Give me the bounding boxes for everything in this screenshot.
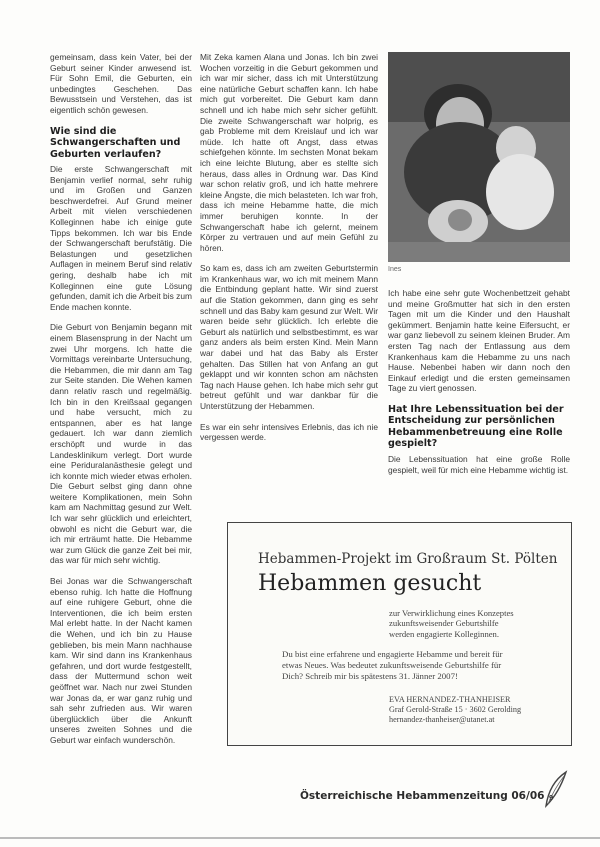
paragraph: Es war ein sehr intensives Erlebnis, das ich nie vergessen werde. [200,421,378,443]
ad-project-heading: Hebammen-Projekt im Großraum St. Pölten [258,551,558,567]
paragraph: Bei Jonas war die Schwangerschaft ebenso ruhig. Ich hatte die Hoffnung auf eine ruhigere Geburt, ohne die Interventionen, die ich beim ersten Mal erlebt hatte. In der Nacht kamen die Wehen, und ich bin zu Hause geblieben, bis mein Mann nachhause kam. Wir sind dann ins Krankenhaus gefahren, und dort wurde festgestellt, dass der Muttermund schon weit geöffnet war. Nach nur zwei Stunden war Jonas da, er war ganz ruhig und sah sehr zufrieden aus. Wir waren überglücklich über die Ankunft unseres zweiten Sohnes und die Geburt war einfach wunderschön. [50,576,192,745]
paragraph: So kam es, dass ich am zweiten Geburtstermin im Krankenhaus war, wo ich mit meinem Mann die Entbindung geplant hatte. Wir sind zuerst auf die Station gekommen, dann ging es sehr schnell und das Baby kam gesund zur Welt. Wir waren beide sehr glücklich. Ich erlebte die Geburt als natürlich und selbstbestimmt, es war ganz anders als beim ersten Kind. Mein Mann war dabei und hat das Baby als Erster gehalten. Das Stillen hat von Anfang an gut geklappt und wir konnten schon am nächsten Tag nach Hause gehen. Ich habe mich sehr gut betreut gefühlt und war dankbar für die Unterstützung der Hebammen. [200,263,378,411]
job-advertisement [227,522,572,746]
ad-title: Hebammen gesucht [258,571,482,596]
article-column-3 [388,288,570,485]
bottom-rule [0,837,600,839]
paragraph: Mit Zeka kamen Alana und Jonas. Ich bin zwei Wochen vorzeitig in die Geburt gekommen und ich war mir sicher, dass ich mit Unterstützung eine natürliche Geburt schaffen kann. Ich habe mich gut vorbereitet. Die Geburt kam dann schnell und ich habe mich sehr sicher gefühlt. Die zweite Schwangerschaft war holprig, es gab Probleme mit dem Kreislauf und ich war müde. Ich hatte oft Angst, dass etwas schiefgehen könnte. Im sechsten Monat bekam ich eine leichte Blutung, aber es stellte sich heraus, dass alles in Ordnung war. Das Kind war schon relativ groß, und ich hatte mehrere kleine Ängste, die mich belasteten. Ich war froh, dass ich meine Hebamme hatte, die mich immer beruhigen konnte. In der Schwangerschaft habe ich gelernt, meinem Körper zu vertrauen und auf mein Gefühl zu hören. [200,52,378,253]
page-number: 9 [549,793,554,802]
contact-name: EVA HERNANDEZ-THANHEISER [389,695,511,704]
ad-subtitle [389,608,549,639]
contact-email[interactable]: hernandez-thanheiser@utanet.at [389,715,495,725]
section-heading: Wie sind die Schwangerschaften und Geburten verlaufen? [50,125,181,160]
photo-caption: Ines [388,266,402,273]
paragraph: Die Lebenssituation hat eine große Rolle gespielt, weil für mich eine Hebamme wichtig ist. [388,453,570,475]
ad-body: Du bist eine erfahrene und engagierte Hebamme und bereit für etwas Neues. Was bedeutet zukunftsweisende Geburtshilfe für Dich? Schreib mir bis spätestens 31. Jänner 2007! [282,649,503,681]
family-photo [388,52,570,262]
ad-subtitle-line: zukunftsweisender Geburtshilfe [389,618,499,629]
ad-subtitle-line: werden engagierte Kolleginnen. [389,628,500,639]
ad-subtitle-line: zur Verwirklichung eines Konzeptes [389,608,514,618]
journal-footer: Österreichische Hebammenzeitung 06/06 [300,790,545,802]
feather-icon [540,770,570,808]
article-column-2 [200,52,378,453]
paragraph: gemeinsam, dass kein Vater, bei der Geburt seiner Kinder anwesend ist. Für Sohn Emil, die Geburten, ein unbedingtes Geschehen. Das Bewusstsein und Verstehen, das ist eigentlich schön gewesen. [50,52,192,115]
paragraph: Die Geburt von Benjamin begann mit einem Blasensprung in der Nacht um zwei Uhr morgens. Ich hatte die Vormittags vereinbarte Untersuchung, die Hebammen, die mir dann am Tag zur Seite standen. Die Wehen kamen dann relativ rasch und regelmäßig. Ich bin in den Kreißsaal gegangen und habe versucht, mich zu entspannen, aber es hat lange gedauert. Ich war dann ziemlich erschöpft und wurde in das Landesklinikum verlegt. Dort wurde eine Periduralanästhesie gelegt und ich konnte mich wieder etwas erholen. Die Geburt selbst ging dann ohne weitere Komplikationen, mein Sohn kam am Nachmittag gesund zur Welt. Ich war sehr glücklich und erleichtert, obwohl es nicht die Geburt war, die ich mir erträumt hatte. Die Hebamme war zum Glück die ganze Zeit bei mir, das war für mich sehr wichtig. [50,322,192,566]
contact-address: Graf Gerold-Straße 15 · 3602 Gerolding [389,705,522,715]
article-column-1 [50,52,192,756]
paragraph: Die erste Schwangerschaft mit Benjamin verlief normal, sehr ruhig und im Großen und Ganzen beschwerdefrei. Auf Grund meiner Arbeit mit vielen verschiedenen Kolleginnen habe ich einige gute Tipps bekommen. Ich war bis Ende der Schwangerschaft berufstätig. Die Belastungen und gesetzlichen Auflagen in meinem Beruf sind relativ gering, deshalb habe ich mit Kolleginnen eine gute Lösung gefunden, damit ich die Arbeit bis zum Ende machen konnte. [50,164,192,312]
section-heading: Hat Ihre Lebenssituation bei der Entscheidung zur persönlichen Hebammenbetreuung eine Rolle gespielt? [388,403,564,450]
paragraph: Ich habe eine sehr gute Wochenbettzeit gehabt und meine Großmutter hat sich in den ersten Tagen mit um die Kinder und den Haushalt gekümmert. Benjamin hatte keine Eifersucht, er war ganz liebevoll zu seinem kleinen Bruder. Am ersten Tag nach der Entlassung aus dem Krankenhaus kam die Hebamme zu uns nach Hause. Nebenbei haben wir dann noch den Einkauf erledigt und die ersten gemeinsamen Tage zu viert genossen. [388,288,570,394]
photo-illustration [388,52,570,262]
ad-contact [389,695,549,726]
